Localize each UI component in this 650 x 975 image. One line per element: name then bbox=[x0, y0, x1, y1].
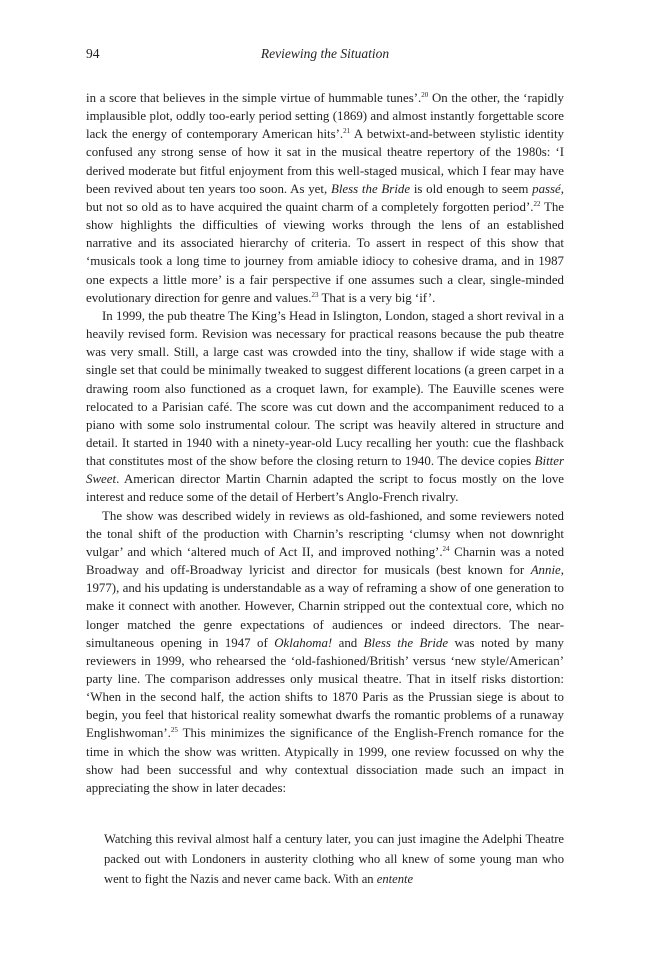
text-run: in a score that believes in the simple virtue of hummable tunes’. bbox=[86, 91, 422, 105]
text-run: , but not so old as to have acquired the quaint charm of a completely forgotten period’. bbox=[86, 181, 565, 214]
page-number: 94 bbox=[86, 46, 100, 61]
footnote-ref: 24 bbox=[442, 544, 450, 553]
footnote-ref: 20 bbox=[421, 91, 429, 99]
text-run: . American director Martin Charnin adapted the script to focus mostly on the love interest and reduce some of the detail of Herbert’s Anglo-French rivalry. bbox=[86, 472, 564, 505]
footnote-ref: 23 bbox=[311, 290, 319, 299]
footnote-ref: 21 bbox=[343, 127, 351, 136]
text-run: was noted by many reviewers in 1999, who rehearsed the ‘old-fashioned/British’ versus ‘new style/American’ party line. The comparison addresses only musical theatre. That in itself risks distortion: ‘When in the second half, the action shifts to 1870 Paris as the Prussian siege is about to begin, you feel that historical reality somewhat dwarfs the romantic problems of a runaway Englishwoman’. bbox=[86, 635, 564, 741]
paragraph bbox=[86, 89, 564, 307]
text-run: The show highlights the difficulties of viewing works through the lens of an established narrative and its associated hierarchy of criteria. To assert in respect of this show that ‘musicals took a long time to journey from amiable idiocy to cohesive drama, and in 1987 one expects a little more’ is a fair perspective if one assumes such a clear, single-minded evolutionary direction for genre and values. bbox=[86, 199, 564, 305]
italic-text: Bless the Bride bbox=[363, 635, 449, 650]
text-run: , 1977), and his updating is understandable as a way of reframing a show of one generation to make it connect with another. However, Charnin stripped out the contextual core, which no longer matched the genre expectations of audiences or indeed directors. The near-simultaneous opening in 1947 of bbox=[86, 563, 564, 650]
footnote-ref: 22 bbox=[533, 199, 541, 208]
paragraph bbox=[86, 307, 564, 507]
text-run: A betwixt-and-between stylistic identity confused any strong sense of how it sat in the musical theatre repertory of the 1980s: ‘I derived moderate but fitful enjoyment from this well-staged musical, which I fear may have been revived about ten years too soon. As yet, bbox=[86, 127, 564, 196]
footnote-ref: 25 bbox=[170, 726, 178, 735]
text-run: Charnin was a noted Broadway and off-Broadway lyricist and director for musicals (best known for bbox=[86, 544, 565, 578]
page-header bbox=[86, 46, 564, 66]
italic-text: Bless the Bride bbox=[330, 181, 411, 196]
text-run: The show was described widely in reviews as old-fashioned, and some reviewers noted the tonal shift of the production with Charnin’s rescripting ‘clumsy when not downright vulgar’ and which ‘altered much of Act II, and improved nothing’. bbox=[86, 508, 564, 559]
text-run: is old enough to seem bbox=[410, 181, 533, 196]
italic-text: Annie bbox=[530, 563, 561, 578]
quote-paragraph bbox=[104, 829, 564, 889]
text-run: This minimizes the significance of the English-French romance for the time in which the show was written. Atypically in 1999, one review focussed on why the show had been successful and why contextual dissociation made such an impact in appreciating the show in later decades: bbox=[86, 726, 564, 795]
text-run: Watching this revival almost half a century later, you can just imagine the Adelphi Theatre packed out with Londoners in austerity clothing who all knew of some young man who went to fight the Nazis and never came back. With an bbox=[104, 832, 564, 886]
body-text bbox=[86, 89, 564, 797]
text-run: On the other, the ‘rapidly implausible plot, oddly too-early period setting (1869) and almost instantly forgettable score lack the energy of contemporary American hits’. bbox=[86, 91, 564, 142]
text-run: In 1999, the pub theatre The King’s Head in Islington, London, staged a short revival in a heavily revised form. Revision was necessary for practical reasons because the pub theatre was very small. Still, a large cast was crowded into the tiny, shallow if wide stage with a single set that could be minimally tweaked to suggest different locations (a green carpet in a drawing room also functioned as a croquet lawn, for example). The Eauville scenes were relocated to a Parisian café. The score was cut down and the accompaniment reduced to a piano with some solo instrumental colour. The script was heavily altered in structure and detail. It started in 1940 with a ninety-year-old Lucy recalling her youth: cue the flashback that constitutes most of the show before the closing return to 1940. The device copies bbox=[86, 308, 564, 469]
italic-text: entente bbox=[376, 872, 414, 886]
paragraph bbox=[86, 507, 564, 798]
text-run: That is a very big ‘if’. bbox=[318, 290, 436, 305]
italic-text: Oklahoma! bbox=[274, 635, 333, 650]
block-quote bbox=[104, 829, 564, 889]
italic-text: Bitter Sweet bbox=[86, 454, 564, 487]
running-head: Reviewing the Situation bbox=[260, 46, 390, 61]
italic-text: passé bbox=[532, 181, 561, 196]
text-run: and bbox=[332, 635, 364, 650]
